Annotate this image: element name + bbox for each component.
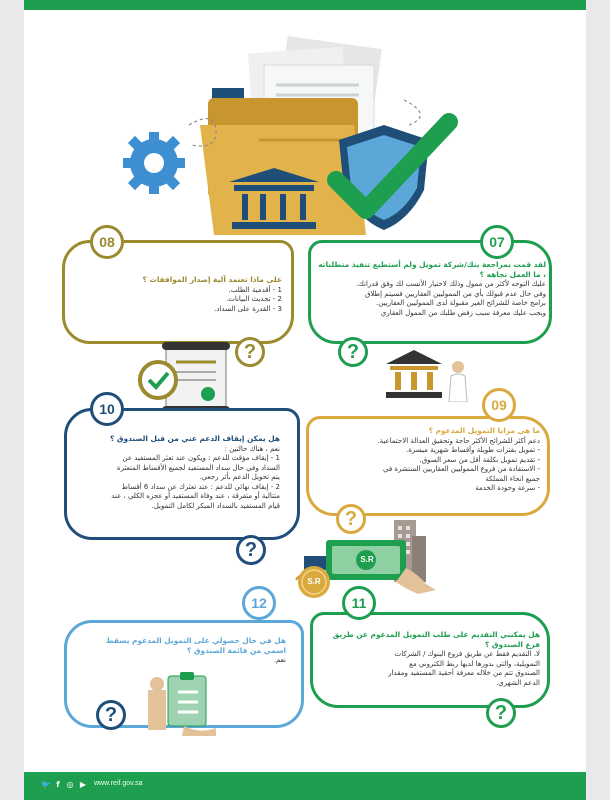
person-icon (447, 360, 469, 402)
faq-answer-line: 1 - إيقاف مؤقت للدعم : ويكون عند تعثر المستفيد عن (122, 454, 280, 462)
certificate-document-icon (136, 342, 231, 414)
faq-text-11 (322, 630, 540, 688)
instagram-icon[interactable]: ◎ (66, 780, 74, 789)
youtube-icon[interactable]: ▶ (79, 780, 87, 789)
faq-answer-line: نعم. (273, 656, 286, 664)
faq-answer-line: التمويلية، والتي بدورها لديها ربط الكتروني مع (409, 659, 540, 668)
number-badge-10: 10 (90, 392, 124, 426)
faq-answer-line: جميع انحاء المملكة (485, 474, 540, 483)
faq-question-12: هل في حال حصولي على التمويل المدعوم يسقط اسمي من قائمة الصندوق ؟ (105, 636, 286, 655)
faq-text-07 (314, 260, 546, 318)
faq-text-09 (314, 426, 540, 494)
faq-answer-line: 1 - أقدمية الطلب. (228, 285, 282, 294)
folder-shield-illustration (104, 30, 464, 245)
faq-text-12 (96, 636, 286, 666)
faq-answer-line: الدعم الشهري. (496, 678, 540, 687)
faq-answer-line: 2 - إيقاف نهائي للدعم : عند تعثرك عن سداد 6 أقساط (121, 482, 280, 491)
infographic-page (24, 0, 586, 800)
number-badge-11: 11 (342, 586, 376, 620)
coin-currency-label: S.R (307, 577, 321, 586)
faq-question-10: هل يمكن إيقاف الدعم عني من قبل الصندوق ؟ (110, 434, 280, 443)
question-mark-icon: ? (96, 700, 126, 730)
faq-question-09: ما هي مزايا التمويل المدعوم ؟ (428, 426, 540, 435)
faq-answer-line: دعم أكثر للشرائح الأكثر حاجة وتحقيق العدالة الاجتماعية. (377, 436, 540, 445)
footer-bar (24, 772, 586, 800)
faq-answer-line: السداد وفي حال سداد المستفيد لجميع الأقساط المتعثرة (116, 463, 280, 472)
question-mark-icon: ? (235, 337, 265, 367)
faq-answer-line: عليك التوجه لأكثر من ممول وذلك لاختيار الأنسب لك وفق قدراتك. (355, 280, 546, 288)
faq-answer-line: لا، التقديم فقط عن طريق فروع البنوك / الشركات (394, 650, 540, 658)
faq-answer-line: نعم ، هناك حالتين : (224, 444, 280, 453)
faq-answer-line: - تمويل بفترات طويلة وأقساط شهرية ميسرة. (406, 446, 540, 454)
question-mark-icon: ? (236, 535, 266, 565)
faq-answer-line: - الاستفادة من فروع المموليين العقاريين المنتشرة في (383, 465, 540, 473)
faq-question-07: لقد قمت بمراجعة بنك/شركة تمويل ولم أستطيع تنفيذ متطلباته ، ما العمل تجاهه ؟ (318, 260, 546, 279)
faq-question-11: هل يمكنني التقديم على طلب التمويل المدعوم عن طريق فرع الصندوق ؟ (332, 630, 540, 649)
website-link[interactable]: www.reif.gov.sa (94, 780, 143, 787)
banknote-currency-label: S.R (360, 555, 374, 564)
faq-text-08 (82, 275, 282, 314)
gear-icon (123, 132, 185, 194)
faq-answer-line: وفي حال عدم قبولك بأي من المموليين العقاريين فسيتم إطلاق (364, 289, 546, 298)
checklist-clipboard-icon (144, 670, 224, 738)
number-badge-12: 12 (242, 586, 276, 620)
faq-answer-line: ويجب عليك معرفة سبب رفض طلبك من الممول العقاري (380, 308, 546, 317)
faq-answer-line: قيام المستفيد بالسداد المبكر لكامل التمويل. (151, 501, 280, 510)
faq-text-10 (72, 434, 280, 511)
question-mark-icon: ? (336, 504, 366, 534)
faq-answer-line: 3 - القدرة على السداد. (214, 304, 282, 313)
top-green-bar (24, 0, 586, 10)
number-badge-09: 09 (482, 388, 516, 422)
faq-answer-line: برامج خاصة للشرائح الغير مقبولة لدى المموليين العقاريين. (376, 299, 546, 307)
faq-answer-line: 2 - تحديث البيانات. (226, 295, 282, 303)
facebook-icon[interactable]: f (56, 780, 60, 789)
question-mark-icon: ? (338, 337, 368, 367)
bank-building-icon (384, 348, 444, 400)
faq-answer-line: - سرعة وجودة الخدمة (475, 484, 540, 492)
question-mark-icon: ? (486, 698, 516, 728)
faq-answer-line: - تقديم تمويل بكلفة أقل من سعر السوق. (419, 455, 540, 464)
number-badge-07: 07 (480, 225, 514, 259)
faq-answer-line: متتالية أو متفرقة ، عند وفاة المستفيد أو عجزه الكلي ، عند (111, 492, 280, 500)
twitter-icon[interactable]: 🐦 (41, 780, 51, 789)
faq-answer-line: الصندوق تتم من خلاله معرفة أحقية المستفيد ومقدار (388, 669, 540, 677)
faq-question-08: على ماذا تعتمد آلية إصدار الموافقات ؟ (142, 275, 282, 284)
faq-answer-line: يتم تحويل الدعم بأثر رجعي. (199, 473, 280, 481)
number-badge-08: 08 (90, 225, 124, 259)
